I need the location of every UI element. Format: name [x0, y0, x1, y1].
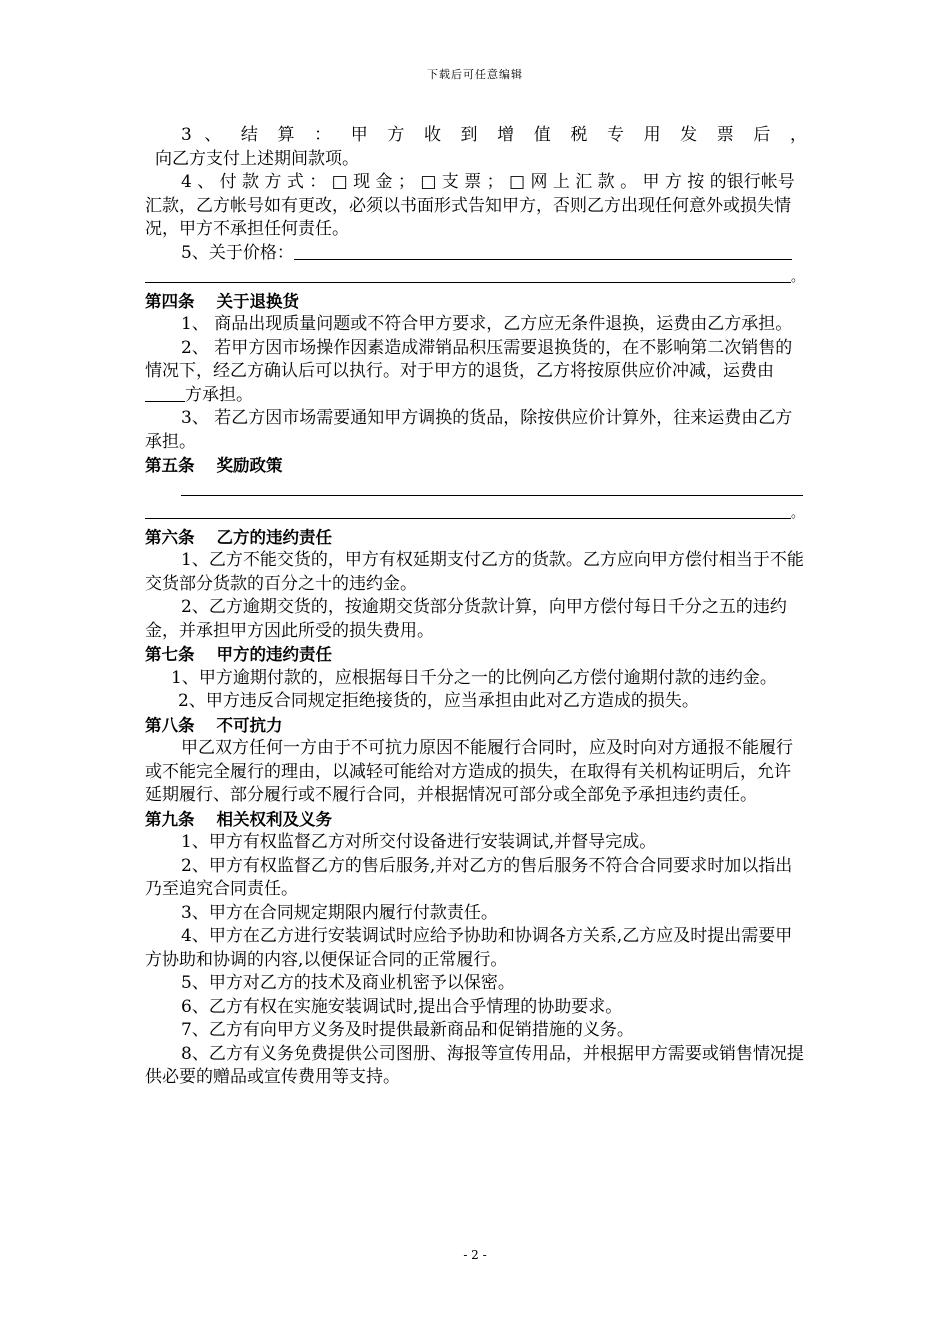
page-number: - 2 - — [463, 1248, 487, 1262]
page-header-note: 下载后可任意编辑 — [427, 68, 523, 81]
article4-p2-end: 方承担。 — [185, 384, 253, 405]
article9-p1: 1、甲方有权监督乙方对所交付设备进行安装调试,并督导完成。 — [181, 832, 657, 852]
article9-title: 相关权利及义务 — [216, 809, 332, 829]
article8-p1: 甲乙双方任何一方由于不可抗力原因不能履行合同时，应及时向对方通报不能履行或不能完全履行的理由，以减轻可能给对方造成的损失，在取得有关机构证明后，允许延期履行、部分履行或不履行合同，并根据情况可部分或全部免予承担违约责任。 — [145, 738, 793, 805]
article9-p2: 2、甲方有权监督乙方的售后服务,并对乙方的售后服务不符合合同要求时加以指出乃至追究合同责任。 — [145, 855, 793, 899]
article9-p3: 3、甲方在合同规定期限内履行付款责任。 — [181, 902, 498, 923]
article5-title: 奖励政策 — [216, 456, 283, 475]
article8-number: 第八条 — [145, 715, 195, 735]
article6-number: 第六条 — [145, 527, 195, 547]
article4-p3: 3、 若乙方因市场需要通知甲方调换的货品，除按供应价计算外，往来运费由乙方承担。 — [145, 408, 793, 452]
article6-heading — [145, 526, 807, 550]
item3-line2: 向乙方支付上述期间款项。 — [155, 148, 359, 169]
article8-title: 不可抗力 — [216, 715, 283, 735]
article9-heading — [145, 808, 807, 832]
article5-heading — [145, 454, 807, 478]
article7-number: 第七条 — [145, 645, 195, 664]
article7-p1: 1、甲方逾期付款的，应根据每日千分之一的比例向乙方偿付逾期付款的违约金。 — [171, 667, 777, 688]
article4-p2-text: 2、 若甲方因市场操作因素造成滞销品积压需要退换货的，在不影响第二次销售的情况下，经乙方确认后可以执行。对于甲方的退货，乙方将按原供应价冲减，运费由 — [145, 337, 793, 381]
article6-title: 乙方的违约责任 — [216, 527, 332, 547]
reward-blank-line-2 — [145, 502, 791, 519]
article4-p2 — [145, 337, 807, 408]
article7-title: 甲方的违约责任 — [216, 645, 332, 664]
item5-label: 5、关于价格： — [181, 242, 294, 263]
party-blank — [145, 385, 185, 402]
article6-p1: 1、乙方不能交货的，甲方有权延期支付乙方的货款。乙方应向甲方偿付相当于不能交货部分货款的百分之十的违约金。 — [145, 550, 804, 594]
price-blank-line-2 — [145, 266, 791, 283]
article5-end: 。 — [791, 506, 805, 521]
article4-number: 第四条 — [145, 291, 195, 311]
article5-line2 — [145, 501, 807, 526]
document-body — [145, 124, 807, 1090]
article8-heading — [145, 714, 807, 738]
item3-line1: 3 、 结 算 ： 甲 方 收 到 增 值 税 专 用 发 票 后 ， — [181, 125, 807, 145]
article5-number: 第五条 — [145, 456, 195, 475]
item5-price — [145, 242, 807, 266]
reward-blank-line — [181, 479, 803, 496]
article4-heading — [145, 290, 807, 314]
article9-p4: 4、甲方在乙方进行安装调试时应给予协助和协调各方关系,乙方应及时提出需要甲方协助和协调的内容,以便保证合同的正常履行。 — [145, 926, 793, 970]
article7-heading — [145, 643, 807, 667]
article9-p5: 5、甲方对乙方的技术及商业机密予以保密。 — [181, 973, 515, 993]
article4-p1: 1、 商品出现质量问题或不符合甲方要求，乙方应无条件退换，运费由乙方承担。 — [181, 314, 793, 334]
article9-number: 第九条 — [145, 809, 195, 829]
item5-continuation — [145, 265, 807, 290]
item5-end: 。 — [791, 270, 805, 285]
item4-paragraph: 4 、 付 款 方 式 ： □ 现 金 ； □ 支 票 ； □ 网 上 汇 款 。 甲 方 按 的银行帐号汇款，乙方帐号如有更改，必须以书面形式告知甲方，否则乙方出现任何意外或损失情况，甲方不承担任何责任。 — [145, 172, 795, 239]
article9-p6: 6、乙方有权在实施安装调试时,提出合乎情理的协助要求。 — [181, 996, 623, 1017]
article9-p7: 7、乙方有向甲方义务及时提供最新商品和促销措施的义务。 — [181, 1020, 634, 1040]
price-blank-line — [294, 243, 792, 260]
article5-line1 — [145, 478, 807, 502]
article6-p2: 2、乙方逾期交货的，按逾期交货部分货款计算，向甲方偿付每日千分之五的违约金，并承担甲方因此所受的损失费用。 — [145, 597, 787, 641]
article9-p8: 8、乙方有义务免费提供公司图册、海报等宣传用品，并根据甲方需要或销售情况提供必要的赠品或宣传费用等支持。 — [145, 1043, 804, 1087]
article7-p2: 2、甲方违反合同规定拒绝接货的，应当承担由此对乙方造成的损失。 — [178, 691, 699, 711]
article4-title: 关于退换货 — [216, 291, 299, 311]
